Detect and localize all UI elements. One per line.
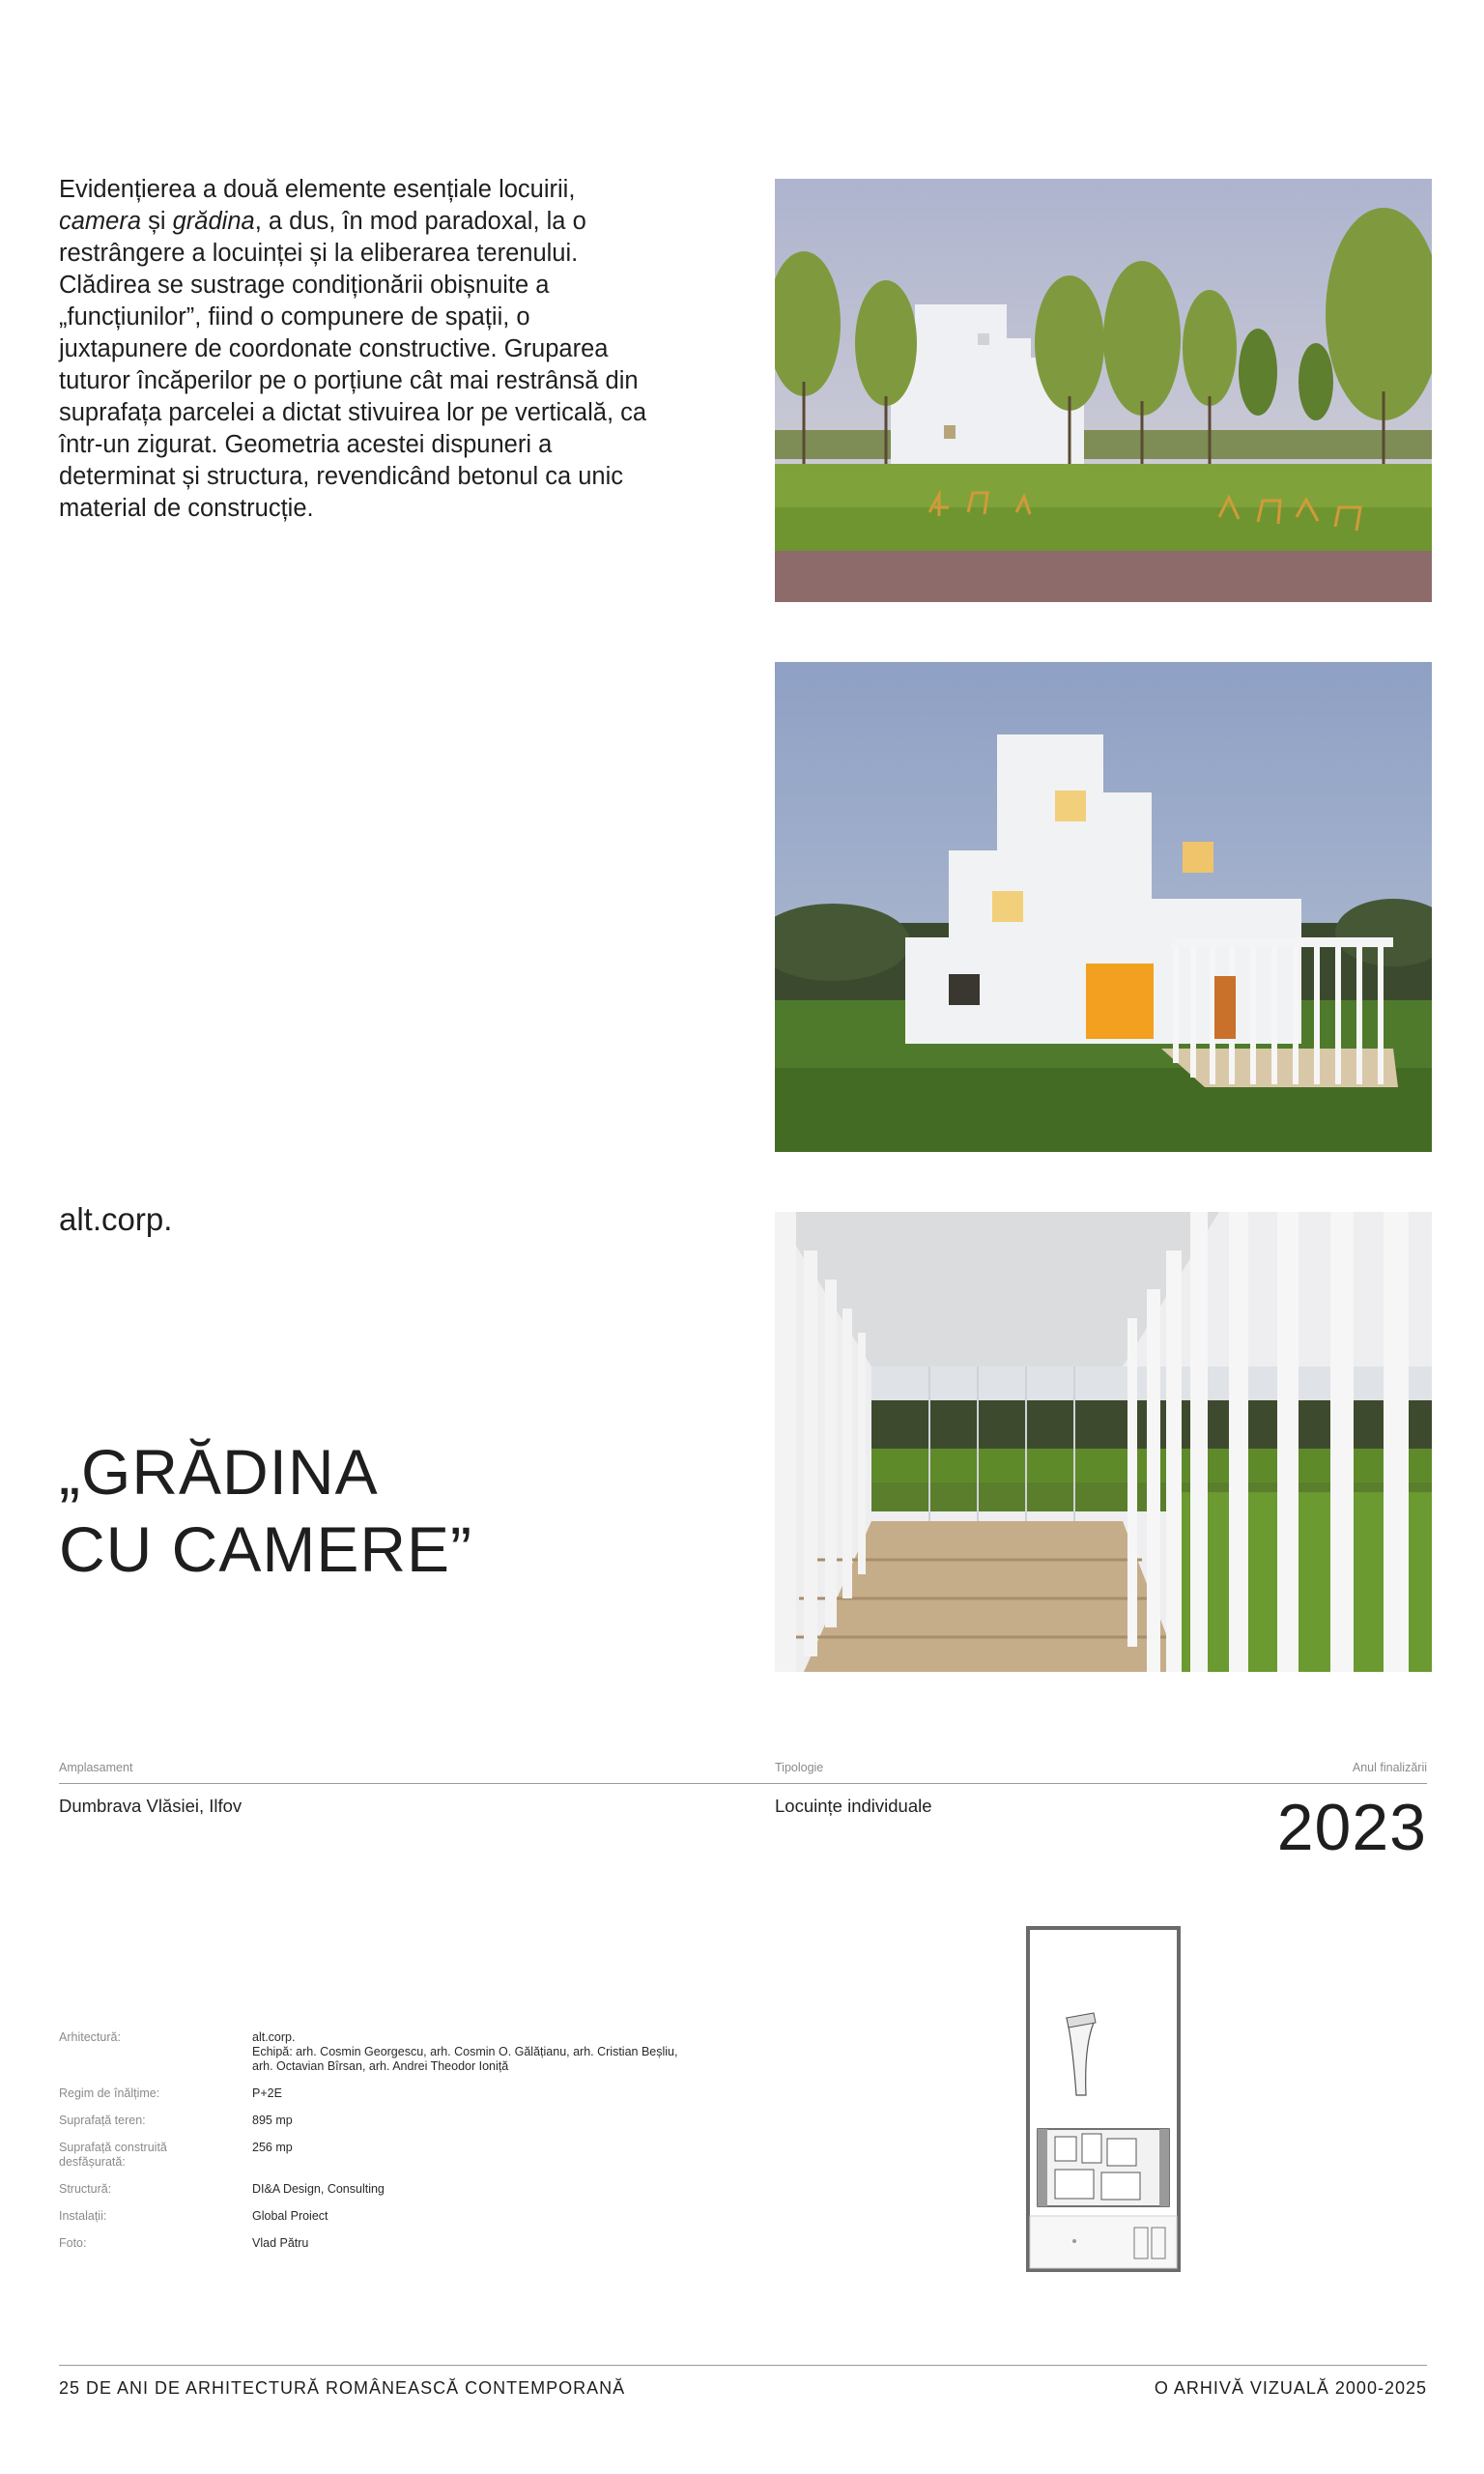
photo-house-park — [775, 179, 1432, 602]
title-line-2: CU CAMERE” — [59, 1513, 473, 1585]
info-divider — [59, 1783, 1427, 1784]
credit-key: Instalații: — [59, 2209, 107, 2223]
footer-series-title: 25 DE ANI DE ARHITECTURĂ ROMÂNEASCĂ CONTEMPORANĂ — [59, 2378, 626, 2398]
credit-value: DI&A Design, Consulting — [252, 2182, 385, 2196]
type-label: Tipologie — [775, 1761, 824, 1774]
credit-key: Arhitectură: — [59, 2030, 121, 2044]
photo-house-dusk — [775, 662, 1432, 1152]
location-label: Amplasament — [59, 1761, 133, 1774]
footer-divider — [59, 2365, 1427, 2366]
credit-row — [59, 2141, 755, 2170]
credits-table — [59, 2030, 755, 2263]
emphasis-gradina: grădina — [172, 208, 255, 235]
year-label: Anul finalizării — [1352, 1761, 1427, 1774]
credit-key: Suprafață teren: — [59, 2114, 146, 2127]
intro-paragraph: Evidențierea a două elemente esențiale locuirii, camera și grădina, a dus, în mod paradoxal, la o restrângere a locuinței și la eliberarea terenului. Clădirea se sustrage condiționării obișnuite a „funcțiunilor”, fiind o compunere de spații, o juxtapunere de coordonate constructive. Gruparea tuturor încăperilor pe o porțiune cât mai restrânsă din suprafața parcelei a dictat stivuirea lor pe verticală, ca într-un zigurat. Geometria acestei dispuneri a determinat și structura, revendicând betonul ca unic material de construcție. — [59, 176, 647, 522]
credit-key: Structură: — [59, 2182, 112, 2196]
credit-row — [59, 2114, 755, 2128]
credit-key: Suprafață construită desfășurată: — [59, 2141, 167, 2169]
completion-year: 2023 — [1276, 1791, 1427, 1864]
location-value: Dumbrava Vlăsiei, Ilfov — [59, 1796, 243, 1816]
credit-row — [59, 2209, 755, 2224]
credit-value: Vlad Pătru — [252, 2236, 309, 2250]
credit-row — [59, 2182, 755, 2197]
credit-value: 895 mp — [252, 2114, 293, 2127]
credit-value: 256 mp — [252, 2141, 293, 2154]
credit-value: alt.corp. Echipă: arh. Cosmin Georgescu, arh. Cosmin O. Gălățianu, arh. Cristian Beșliu, arh. Octavian Bîrsan, arh. Andrei Theodor Ioniță — [252, 2030, 678, 2073]
credit-row — [59, 2030, 755, 2074]
site-plan-drawing — [1026, 1926, 1181, 2272]
credit-value: Global Proiect — [252, 2209, 328, 2223]
credit-key: Foto: — [59, 2236, 87, 2250]
project-title — [59, 1433, 472, 1588]
studio-name: alt.corp. — [59, 1201, 173, 1237]
footer-archive-title: O ARHIVĂ VIZUALĂ 2000-2025 — [1154, 2378, 1427, 2398]
photo-pergola — [775, 1212, 1432, 1672]
credit-key: Regim de înălțime: — [59, 2086, 160, 2100]
title-line-1: „GRĂDINA — [59, 1436, 379, 1508]
type-value: Locuințe individuale — [775, 1796, 932, 1816]
credit-row — [59, 2236, 755, 2251]
credit-row — [59, 2086, 755, 2101]
credit-value: P+2E — [252, 2086, 282, 2100]
emphasis-camera: camera — [59, 208, 142, 235]
